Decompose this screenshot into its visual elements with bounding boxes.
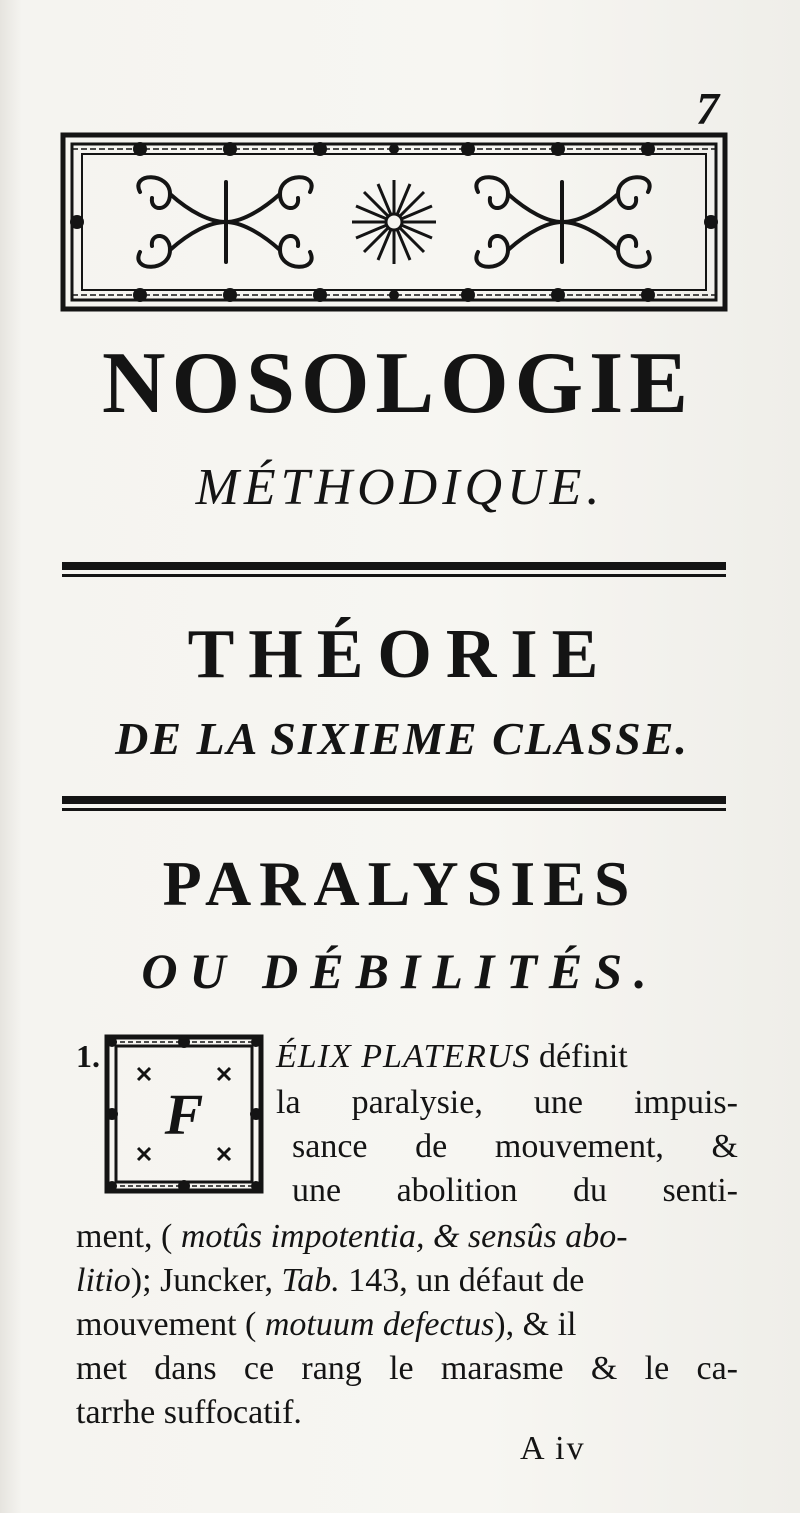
divider-rule xyxy=(62,562,726,578)
line-text: définit xyxy=(530,1038,628,1075)
book-subtitle: MÉTHODIQUE. xyxy=(195,459,605,516)
section-title: THÉORIE xyxy=(187,616,613,693)
book-title: NOSOLOGIE xyxy=(102,335,694,432)
paragraph-line xyxy=(76,1264,738,1298)
page-number: 7 xyxy=(696,83,719,134)
line-text: ); Juncker, xyxy=(130,1262,282,1299)
chapter-subtitle: OU DÉBILITÉS. xyxy=(141,943,659,999)
paragraph-line xyxy=(76,1220,738,1254)
paragraph-line xyxy=(76,1308,738,1342)
paragraph-line: la paralysie, une impuis- xyxy=(276,1084,738,1121)
latin-phrase: motuum defectus xyxy=(256,1306,495,1343)
latin-phrase: litio xyxy=(76,1262,131,1299)
author-name: ÉLIX PLATERUS xyxy=(276,1038,531,1075)
latin-phrase: motûs impotentia, & sensûs abo- xyxy=(172,1218,628,1255)
paragraph-number: 1. xyxy=(76,1038,100,1074)
dropcap-letter: F xyxy=(164,1081,204,1147)
chapter-title: PARALYSIES xyxy=(162,848,638,919)
line-text: 143, un défaut de xyxy=(339,1262,585,1299)
ornamental-dropcap xyxy=(104,1034,264,1194)
line-text: mouvement ( xyxy=(76,1306,257,1343)
paragraph-line: tarrhe suffocatif. xyxy=(76,1394,302,1431)
line-text: ment, ( xyxy=(76,1218,173,1255)
paragraph-line: sance de mouvement, & xyxy=(292,1128,738,1165)
signature-mark: A iv xyxy=(520,1430,586,1467)
paragraph-line: une abolition du senti- xyxy=(292,1172,738,1209)
section-subtitle: DE LA SIXIEME CLASSE. xyxy=(115,713,689,764)
reference-abbrev: Tab. xyxy=(281,1262,340,1299)
paragraph-line: met dans ce rang le marasme & le ca- xyxy=(76,1350,738,1387)
ornamental-headpiece xyxy=(60,132,728,312)
divider-rule xyxy=(62,796,726,812)
line-text: ), & il xyxy=(494,1306,577,1343)
paragraph-line xyxy=(276,1040,738,1074)
